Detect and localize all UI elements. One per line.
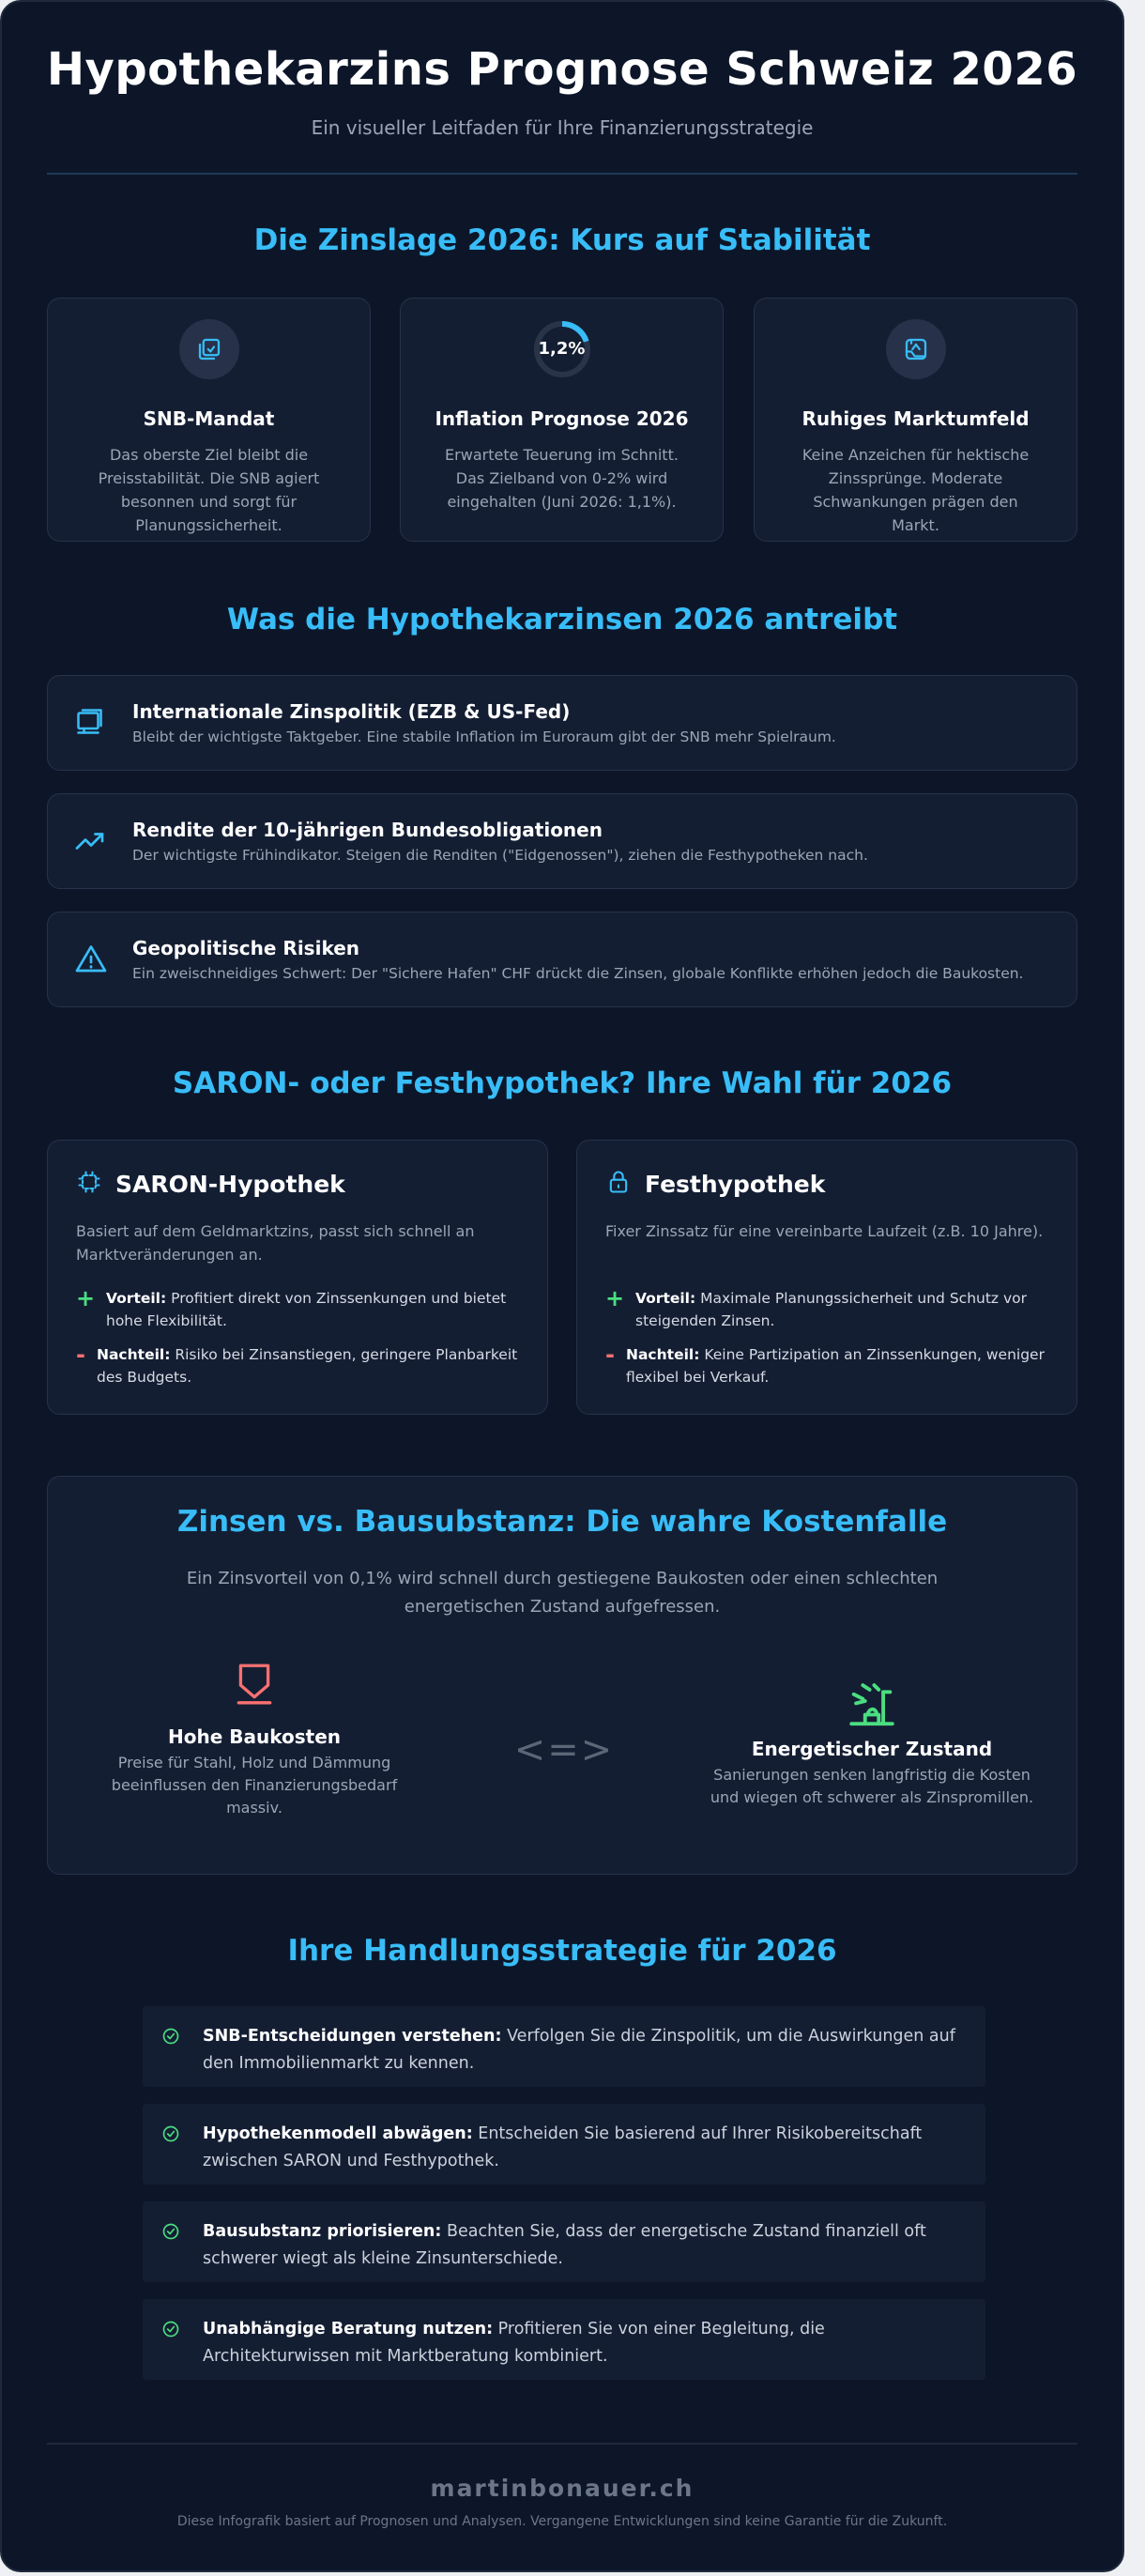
driver-title: Geopolitische Risiken (132, 937, 360, 959)
saron-card (47, 1140, 548, 1415)
pro-text: Maximale Planungssicherheit und Schutz vor steigenden Zinsen. (635, 1290, 1028, 1329)
progress-ring-icon (532, 319, 592, 379)
minus-icon: - (605, 1342, 615, 1368)
saron-description: Basiert auf dem Geldmarktzins, passt sich schnell an Marktveränderungen an. (76, 1222, 475, 1264)
saron-title: SARON-Hypothek (115, 1170, 345, 1198)
driver-item (47, 793, 1077, 889)
cost-left-text: Preise für Stahl, Holz und Dämmung beeinflussen den Finanzierungsbedarf massiv. (111, 1754, 398, 1817)
mortgages-section-title: SARON- oder Festhypothek? Ihre Wahl für 2026 (172, 1066, 953, 1100)
lock-icon (605, 1169, 632, 1199)
strategy-label: Unabhängige Beratung nutzen: (203, 2320, 494, 2338)
building-cost-icon (104, 1660, 405, 1712)
check-circle-icon (161, 2027, 180, 2049)
strategy-item (143, 2104, 985, 2185)
driver-title: Rendite der 10-jährigen Bundesobligationen (132, 819, 603, 841)
cost-left-title: Hohe Baukosten (168, 1725, 341, 1748)
energy-building-icon (703, 1674, 1041, 1726)
outlook-card-snb (47, 298, 371, 542)
driver-item (47, 912, 1077, 1007)
outlook-card-title: Ruhiges Marktumfeld (802, 407, 1030, 430)
outlook-card-text: Erwartete Teuerung im Schnitt. Das Zielband von 0-2% wird eingehalten (Juni 2026: 1,1%). (445, 446, 679, 511)
cost-left (104, 1660, 405, 1819)
footer-divider (47, 2443, 1077, 2445)
footer-brand-link[interactable]: martinbonauer.ch (430, 2475, 695, 2502)
cost-title: Zinsen vs. Bausubstanz: Die wahre Kostenfalle (176, 1505, 948, 1539)
page-title: Hypothekarzins Prognose Schweiz 2026 (46, 43, 1078, 96)
strategy-text: Verfolgen Sie die Zinspolitik, um die Auswirkungen auf den Immobilienmarkt zu kennen. (203, 2027, 955, 2073)
chip-icon (76, 1169, 102, 1199)
header-divider (47, 173, 1077, 175)
minus-icon: - (76, 1342, 85, 1368)
strategy-label: Hypothekenmodell abwägen: (203, 2124, 473, 2143)
con-text: Risiko bei Zinsanstiegen, geringere Planbarkeit des Budgets. (97, 1346, 518, 1386)
outlook-card-title: SNB-Mandat (143, 407, 275, 430)
saron-con (76, 1343, 519, 1388)
strategy-item (143, 2006, 985, 2087)
fixed-con (605, 1343, 1048, 1388)
driver-text: Bleibt der wichtigste Taktgeber. Eine stabile Inflation im Euroraum gibt der SNB mehr Spielraum. (132, 728, 836, 745)
inflation-badge-value: 1,2% (538, 339, 586, 359)
outlook-card-market (754, 298, 1077, 542)
bank-document-icon (179, 319, 239, 379)
driver-text: Ein zweischneidiges Schwert: Der "Sichere Hafen" CHF drückt die Zinsen, globale Konflikte erhöhen jedoch die Baukosten. (132, 965, 1024, 982)
cost-right-title: Energetischer Zustand (751, 1738, 993, 1760)
warning-triangle-icon (72, 943, 110, 976)
strategy-item (143, 2201, 985, 2282)
footer-disclaimer: Diese Infografik basiert auf Prognosen und Analysen. Vergangene Entwicklungen sind keine Garantie für die Zukunft. (176, 2514, 948, 2529)
outlook-card-text: Das oberste Ziel bleibt die Preisstabilität. Die SNB agiert besonnen und sorgt für Planungssicherheit. (98, 446, 320, 534)
market-chart-icon (886, 319, 946, 379)
strategy-text: Profitieren Sie von einer Begleitung, die Architekturwissen mit Marktberatung kombiniert. (203, 2320, 825, 2366)
outlook-card-title: Inflation Prognose 2026 (435, 407, 689, 430)
strategy-text: Beachten Sie, dass der energetische Zustand finanziell oft schwerer wiegt als kleine Zinsunterschiede. (203, 2222, 926, 2268)
driver-text: Der wichtigste Frühindikator. Steigen die Renditen ("Eidgenossen"), ziehen die Festhypotheken nach. (132, 847, 868, 864)
fixed-title: Festhypothek (645, 1170, 826, 1198)
pro-label: Vorteil: (635, 1290, 696, 1307)
fixed-mortgage-card (576, 1140, 1077, 1415)
check-circle-icon (161, 2222, 180, 2245)
driver-title: Internationale Zinspolitik (EZB & US-Fed) (132, 700, 571, 723)
con-label: Nachteil: (97, 1346, 171, 1363)
trending-up-icon (72, 824, 110, 858)
outlook-card-inflation (400, 298, 724, 542)
check-circle-icon (161, 2124, 180, 2147)
strategy-section-title: Ihre Handlungsstrategie für 2026 (287, 1934, 837, 1968)
check-circle-icon (161, 2320, 180, 2342)
drivers-section-title: Was die Hypothekarzinsen 2026 antreibt (226, 603, 898, 636)
cost-description: Ein Zinsvorteil von 0,1% wird schnell durch gestiegene Baukosten oder einen schlechten energetischen Zustand aufgefressen. (186, 1569, 939, 1617)
cost-right-text: Sanierungen senken langfristig die Kosten und wiegen oft schwerer als Zinspromillen. (710, 1766, 1034, 1806)
driver-item (47, 675, 1077, 771)
saron-pro (76, 1287, 519, 1332)
strategy-text: Entscheiden Sie basierend auf Ihrer Risikobereitschaft zwischen SARON und Festhypothek. (203, 2124, 923, 2170)
con-label: Nachteil: (626, 1346, 700, 1363)
plus-icon: + (605, 1285, 625, 1311)
page-subtitle: Ein visueller Leitfaden für Ihre Finanzierungsstrategie (311, 116, 814, 139)
fixed-pro (605, 1287, 1048, 1332)
cost-trap-panel (47, 1476, 1077, 1875)
outlook-section-title: Die Zinslage 2026: Kurs auf Stabilität (253, 223, 871, 257)
cost-right (703, 1674, 1041, 1809)
globe-screens-icon (72, 706, 110, 740)
pro-label: Vorteil: (106, 1290, 167, 1307)
outlook-cards (47, 298, 1077, 542)
strategy-label: SNB-Entscheidungen verstehen: (203, 2027, 502, 2046)
fixed-description: Fixer Zinssatz für eine vereinbarte Laufzeit (z.B. 10 Jahre). (605, 1222, 1044, 1240)
comparison-arrow: <=> (513, 1728, 615, 1771)
pro-text: Profitiert direkt von Zinssenkungen und bietet hohe Flexibilität. (106, 1290, 507, 1329)
strategy-item (143, 2299, 985, 2380)
outlook-card-text: Keine Anzeichen für hektische Zinssprünge. Moderate Schwankungen prägen den Markt. (802, 446, 1030, 534)
strategy-label: Bausubstanz priorisieren: (203, 2222, 442, 2241)
header (2, 2, 1122, 139)
plus-icon: + (76, 1285, 96, 1311)
con-text: Keine Partizipation an Zinssenkungen, weniger flexibel bei Verkauf. (626, 1346, 1045, 1386)
